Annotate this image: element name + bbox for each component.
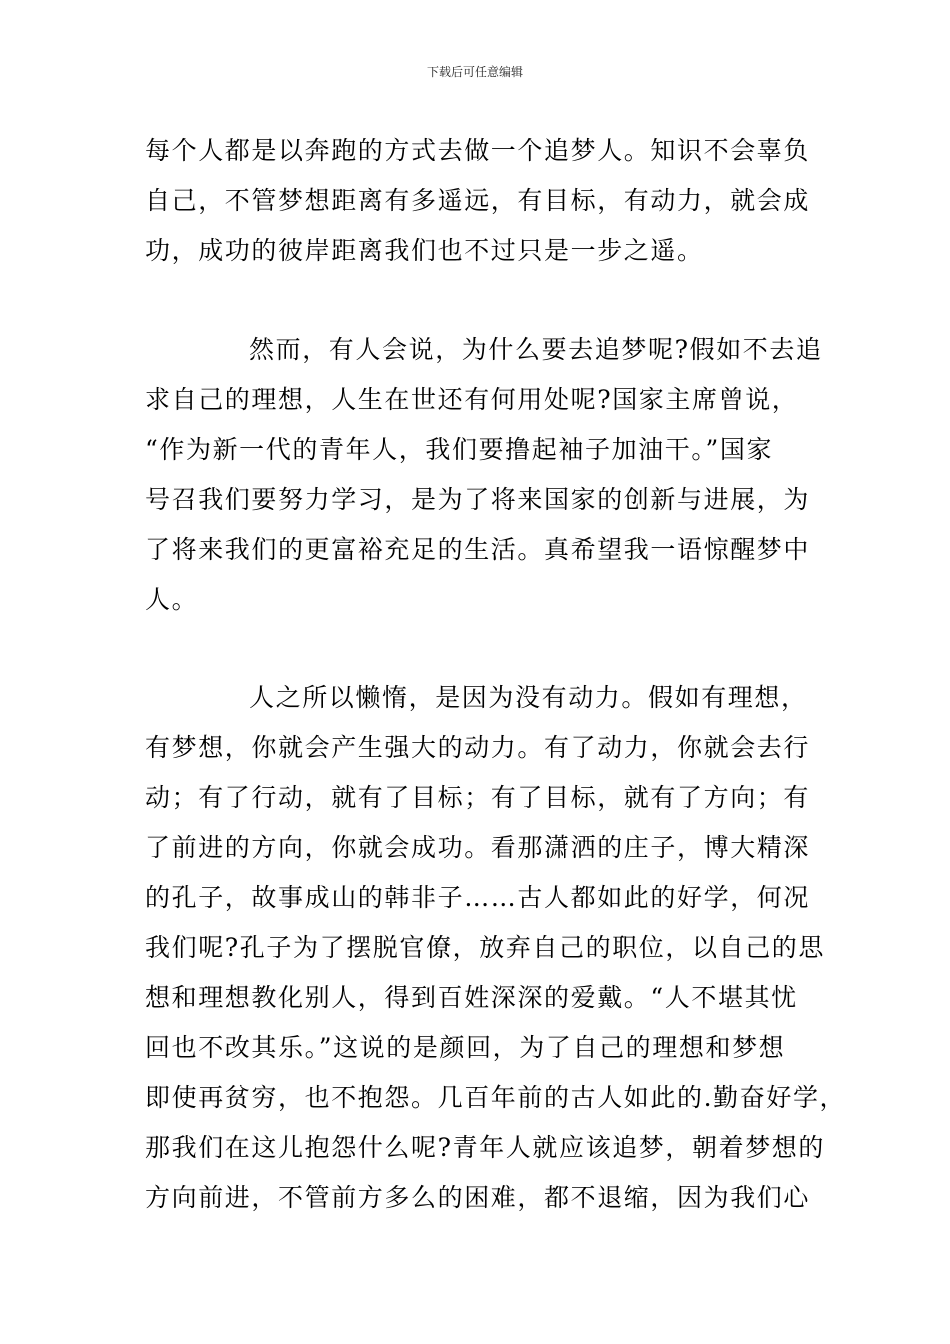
text-line: 即使再贫穷，也不抱怨。几百年前的古人如此的.勤奋好学， — [145, 1083, 847, 1112]
paragraph-1 — [145, 126, 825, 276]
text-line: 人。 — [145, 585, 199, 614]
paragraph-2 — [145, 325, 825, 625]
text-line: 了前进的方向，你就会成功。看那潇洒的庄子，博大精深 — [145, 833, 811, 862]
text-line: 号召我们要努力学习，是为了将来国家的创新与进展，为 — [145, 485, 811, 514]
page-header: 下载后可任意编辑 — [426, 65, 523, 79]
text-line: 的孔子，故事成山的韩非子……古人都如此的好学，何况 — [145, 883, 811, 912]
text-line: 功，成功的彼岸距离我们也不过只是一步之遥。 — [145, 236, 704, 265]
text-line: “作为新一代的青年人，我们要撸起袖子加油干。”国家 — [145, 435, 774, 464]
text-line: 回也不改其乐。”这说的是颜回，为了自己的理想和梦想 — [145, 1033, 786, 1062]
text-line: 求自己的理想，人生在世还有何用处呢?国家主席曾说， — [145, 385, 799, 414]
text-line: 动；有了行动，就有了目标；有了目标，就有了方向；有 — [145, 783, 811, 812]
text-line: 有梦想，你就会产生强大的动力。有了动力，你就会去行 — [145, 733, 811, 762]
text-line: 想和理想教化别人，得到百姓深深的爱戴。“人不堪其忧 — [145, 983, 798, 1012]
text-line: 那我们在这儿抱怨什么呢?青年人就应该追梦，朝着梦想的 — [145, 1133, 826, 1162]
text-line: 自己，不管梦想距离有多遥远，有目标，有动力，就会成 — [145, 186, 811, 215]
paragraph-3 — [145, 673, 847, 1223]
text-line: 然而，有人会说，为什么要去追梦呢?假如不去追 — [249, 335, 823, 364]
text-line: 我们呢?孔子为了摆脱官僚，放弃自己的职位，以自己的思 — [145, 933, 826, 962]
text-line: 每个人都是以奔跑的方式去做一个追梦人。知识不会辜负 — [145, 136, 811, 165]
text-line: 了将来我们的更富裕充足的生活。真希望我一语惊醒梦中 — [145, 535, 811, 564]
text-line: 方向前进，不管前方多么的困难，都不退缩，因为我们心 — [145, 1183, 811, 1212]
text-line: 人之所以懒惰，是因为没有动力。假如有理想， — [249, 683, 808, 712]
